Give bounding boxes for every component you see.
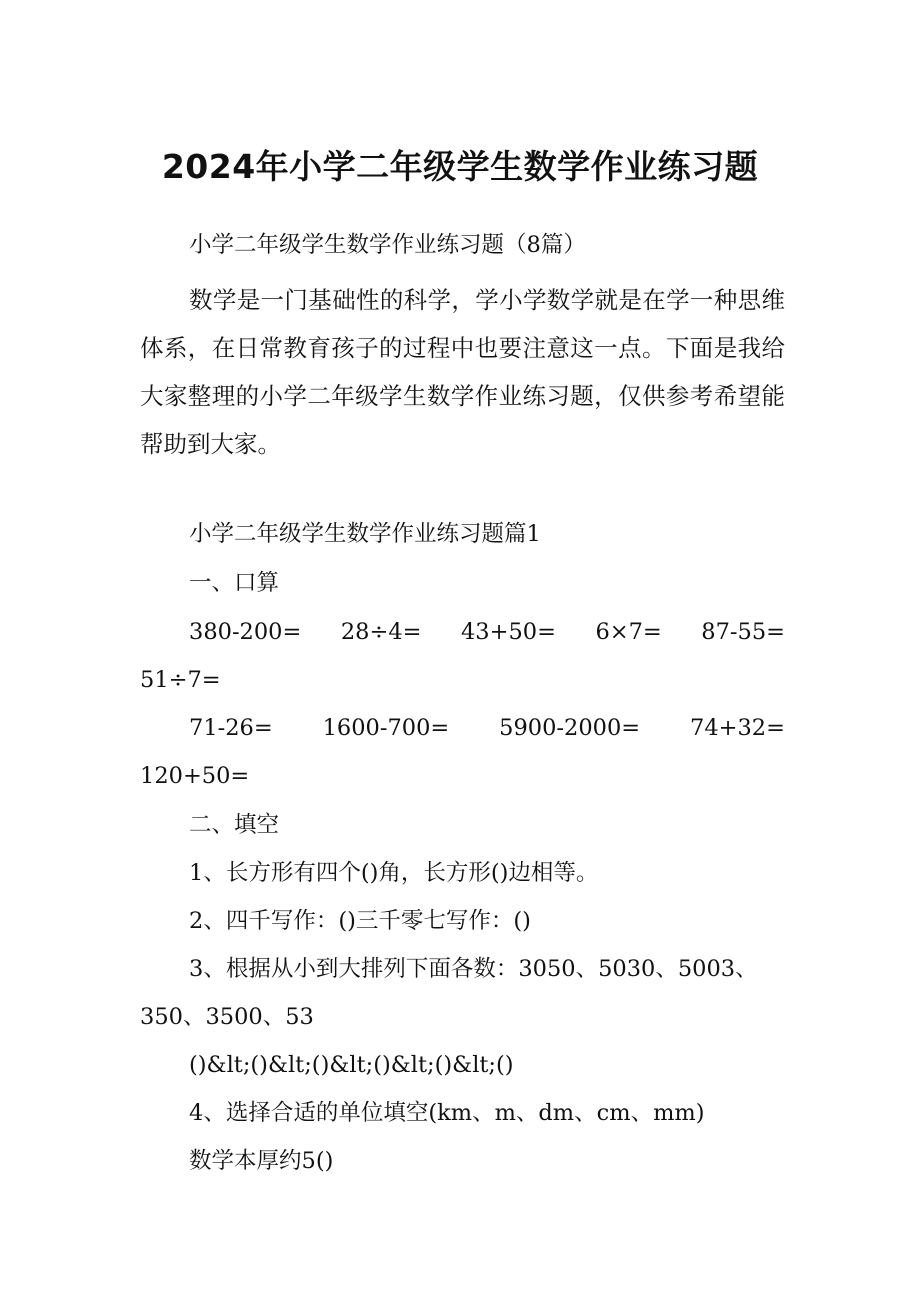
calc-item: 71-26= [189,715,273,741]
calc-item: 74+32= [690,715,785,741]
calc-item: 43+50= [460,619,556,645]
question-4: 4、选择合适的单位填空(km、m、dm、cm、mm) [189,1100,705,1126]
question-3: 3、根据从小到大排列下面各数：3050、5030、5003、 [189,956,758,982]
calc-item: 1600-700= [322,715,450,741]
chapter-title: 小学二年级学生数学作业练习题篇1 [189,521,541,547]
calc-item: 87-55= [701,619,785,645]
section-heading-oral-calc: 一、口算 [189,570,280,596]
intro-paragraph: 数学是一门基础性的科学，学小学数学就是在学一种思维体系，在日常教育孩子的过程中也要注意这一点。下面是我给大家整理的小学二年级学生数学作业练习题，仅供参考希望能帮助到大家。 [140,286,785,458]
calc-item-wrap-1: 51÷7= [140,667,221,693]
question-2: 2、四千写作：()三千零七写作：() [189,908,531,934]
calc-item: 6×7= [595,619,662,645]
question-3-continued: 350、3500、53 [140,1004,314,1030]
calc-item-wrap-2: 120+50= [140,763,250,789]
oral-calc-row-2 [189,712,785,744]
section-heading-fill-blank: 二、填空 [189,812,280,838]
calc-item: 380-200= [189,619,302,645]
oral-calc-row-1 [189,616,785,648]
question-3-answer-blanks: ()&lt;()&lt;()&lt;()&lt;()&lt;() [189,1052,514,1078]
question-1: 1、长方形有四个()角，长方形()边相等。 [189,860,599,886]
calc-item: 28÷4= [340,619,422,645]
question-4-item-1: 数学本厚约5() [189,1148,334,1174]
document-subtitle: 小学二年级学生数学作业练习题（8篇） [189,232,586,258]
document-title: 2024年小学二年级学生数学作业练习题 [161,147,759,186]
calc-item: 5900-2000= [499,715,641,741]
